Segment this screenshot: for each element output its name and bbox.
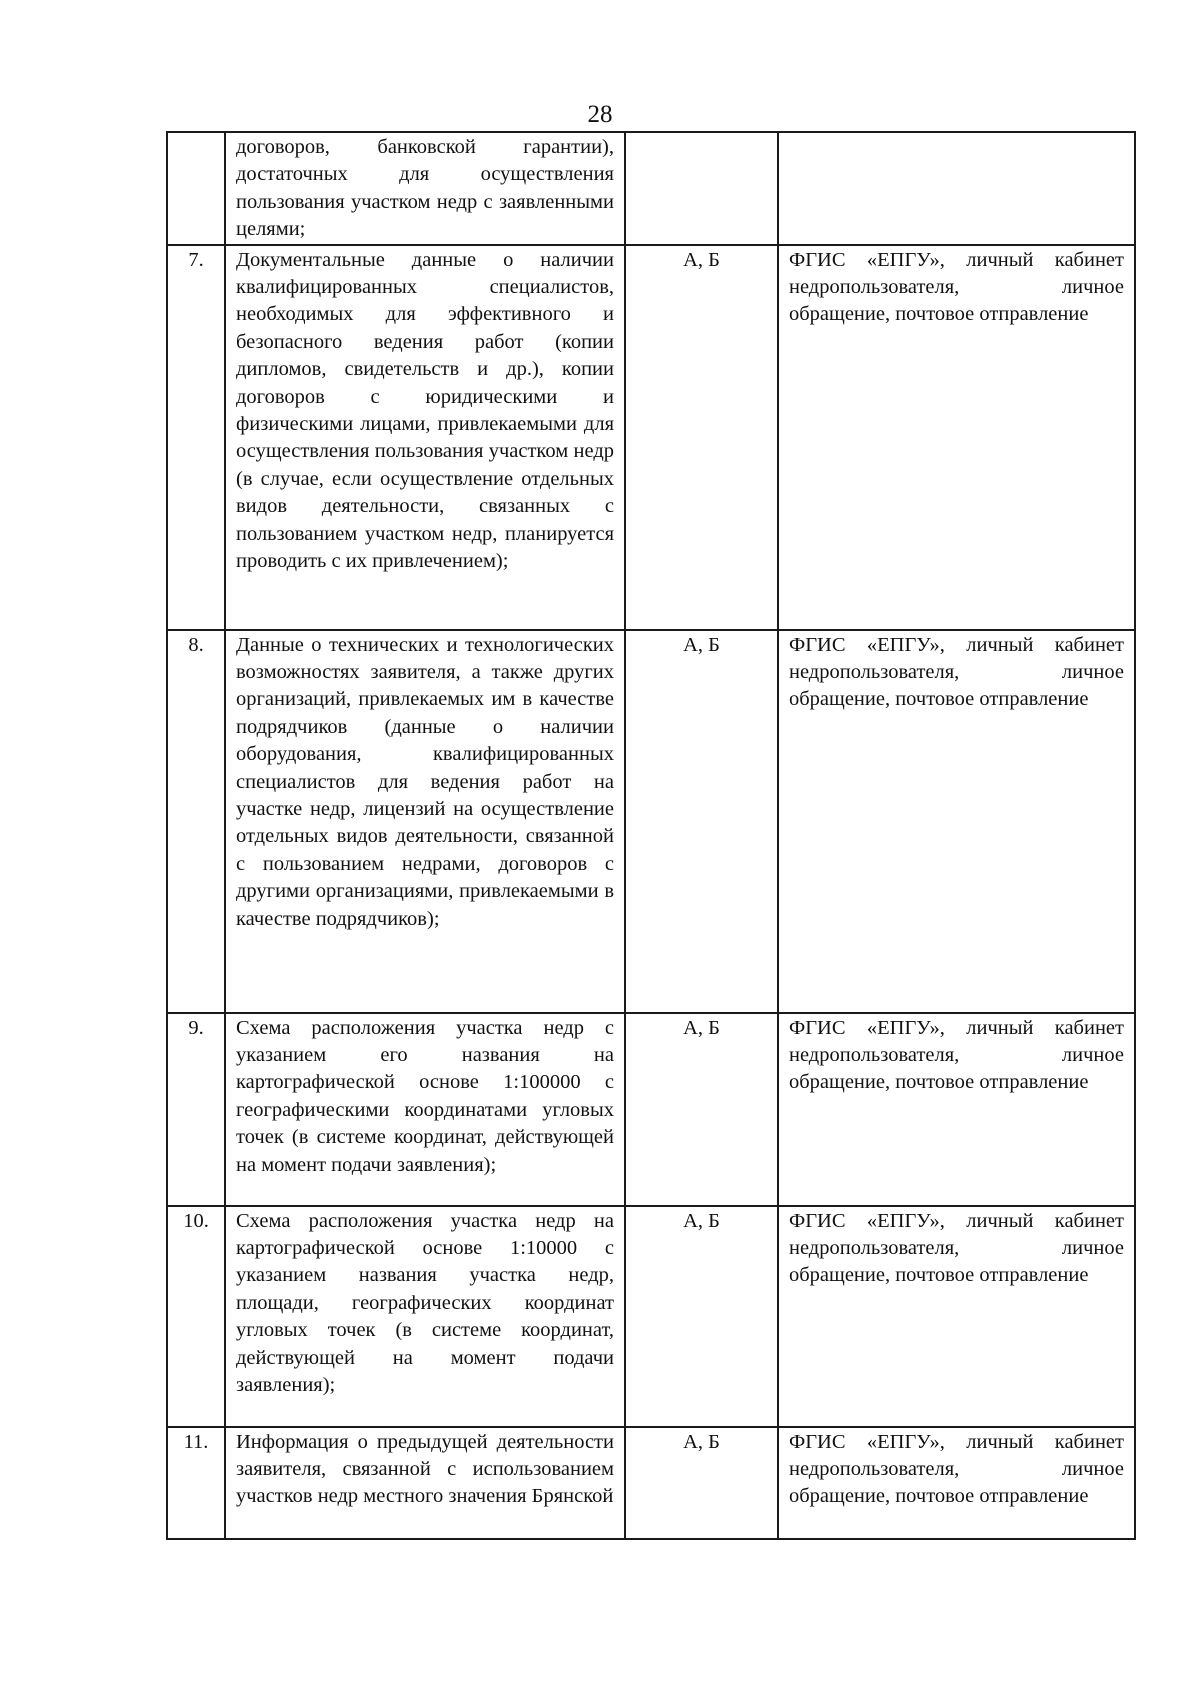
row-number-cell: 10. <box>167 1206 225 1427</box>
applicant-category-cell: А, Б <box>625 1427 778 1539</box>
document-description-cell: Схема расположения участка недр на картографической основе 1:10000 с указанием названия участка недр, площади, географических координат угловых точек (в системе координат, действующей на момент подачи заявления); <box>225 1206 625 1427</box>
table-row-10 <box>167 1206 1135 1427</box>
submission-method-cell: ФГИС «ЕПГУ», личный кабинет недропользователя, личное обращение, почтовое отправление <box>778 245 1135 630</box>
submission-method-cell <box>778 132 1135 245</box>
document-description-cell: Схема расположения участка недр с указанием его названия на картографической основе 1:100000 с географическими координатами угловых точек (в системе координат, действующей на момент подачи заявления); <box>225 1013 625 1206</box>
row-number-cell: 11. <box>167 1427 225 1539</box>
document-description-cell: Документальные данные о наличии квалифицированных специалистов, необходимых для эффективного и безопасного ведения работ (копии дипломов, свидетельств и др.), копии договоров с юридическими и физическими лицами, привлекаемыми для осуществления пользования участком недр (в случае, если осуществление отдельных видов деятельности, связанных с пользованием участком недр, планируется проводить с их привлечением); <box>225 245 625 630</box>
row-number-cell: 7. <box>167 245 225 630</box>
applicant-category-cell: А, Б <box>625 1013 778 1206</box>
table-row-11 <box>167 1427 1135 1539</box>
applicant-category-cell <box>625 132 778 245</box>
table-row-continued <box>167 132 1135 245</box>
row-number-cell: 9. <box>167 1013 225 1206</box>
submission-method-cell: ФГИС «ЕПГУ», личный кабинет недропользователя, личное обращение, почтовое отправление <box>778 1206 1135 1427</box>
table-row-7 <box>167 245 1135 630</box>
document-description-cell: Информация о предыдущей деятельности заявителя, связанной с использованием участков недр местного значения Брянской <box>225 1427 625 1539</box>
applicant-category-cell: А, Б <box>625 245 778 630</box>
submission-method-cell: ФГИС «ЕПГУ», личный кабинет недропользователя, личное обращение, почтовое отправление <box>778 630 1135 1013</box>
submission-method-cell: ФГИС «ЕПГУ», личный кабинет недропользователя, личное обращение, почтовое отправление <box>778 1013 1135 1206</box>
applicant-category-cell: А, Б <box>625 1206 778 1427</box>
row-number-cell: 8. <box>167 630 225 1013</box>
document-description-cell: договоров, банковской гарантии), достаточных для осуществления пользования участком недр с заявленными целями; <box>225 132 625 245</box>
submission-method-cell: ФГИС «ЕПГУ», личный кабинет недропользователя, личное обращение, почтовое отправление <box>778 1427 1135 1539</box>
table-row-8 <box>167 630 1135 1013</box>
table-row-9 <box>167 1013 1135 1206</box>
applicant-category-cell: А, Б <box>625 630 778 1013</box>
document-description-cell: Данные о технических и технологических возможностях заявителя, а также других организаций, привлекаемых им в качестве подрядчиков (данные о наличии оборудования, квалифицированных специалистов для ведения работ на участке недр, лицензий на осуществление отдельных видов деятельности, связанной с пользованием недрами, договоров с другими организациями, привлекаемыми в качестве подрядчиков); <box>225 630 625 1013</box>
documents-table <box>166 131 1136 1540</box>
row-number-cell <box>167 132 225 245</box>
page-number: 28 <box>587 101 613 128</box>
